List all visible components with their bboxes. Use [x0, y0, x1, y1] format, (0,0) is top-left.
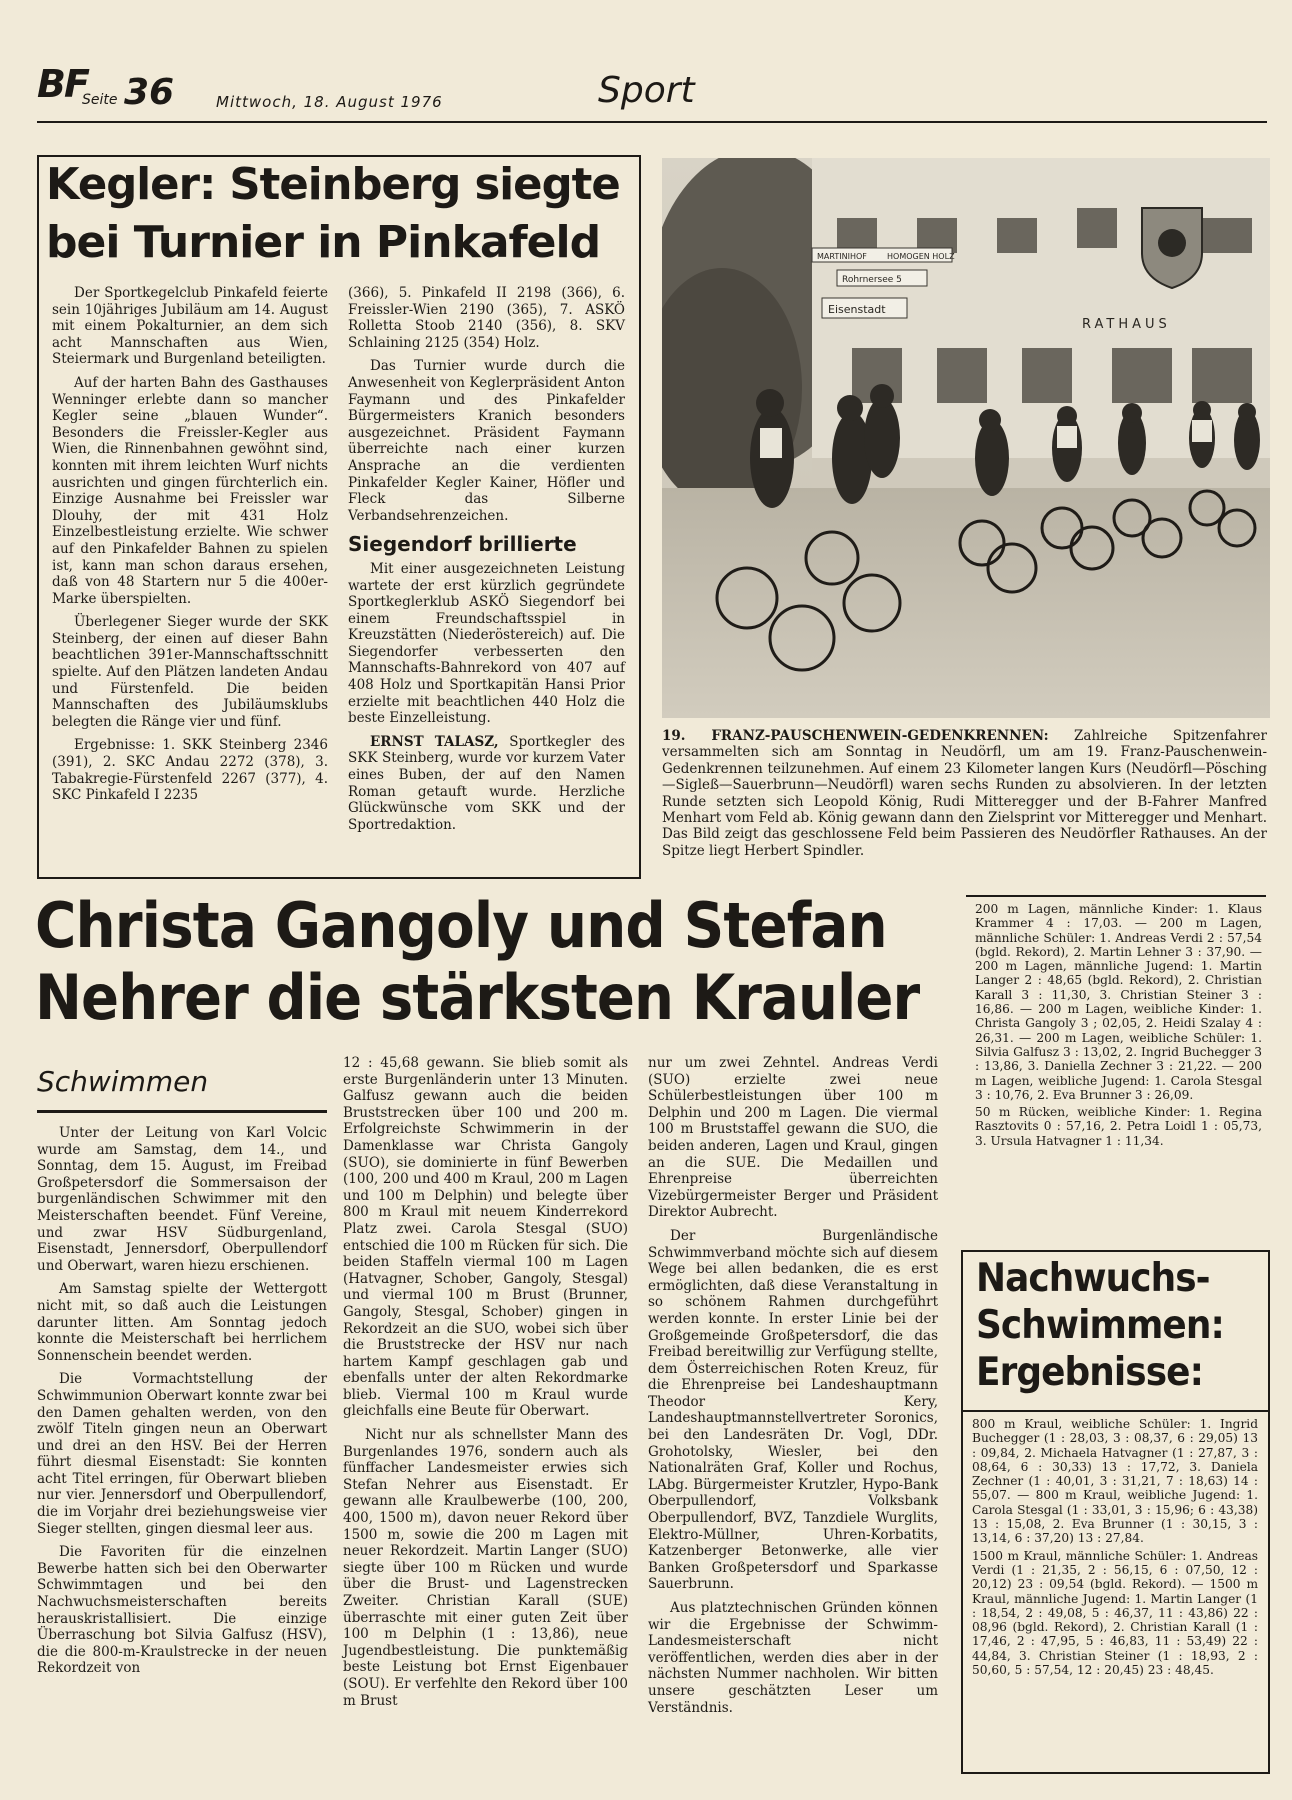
results-title-2: Schwimmen: [976, 1303, 1224, 1348]
swim-para: Die Vormachtstellung der Schwimmunion Oberwart konnte zwar bei den Damen gehalten werden, von den zwölf Titeln gingen neun an Oberwart und drei an den HSV. Bei der Herren führt diesmal Eisenstadt: Sie konnten acht Titel erringen, für Oberwart blieben nur vier. Jennersdorf und Oberpullendorf, die im Vorjahr drei beziehungsweise vier Sieger stellten, gingen diesmal leer aus. [37, 1371, 327, 1537]
kegler-name-bold: ERNST TALASZ, [370, 733, 499, 750]
swim-para: 12 : 45,68 gewann. Sie blieb somit als erste Burgenländerin unter 13 Minuten. Galfusz gewann auch die beiden Bruststrecken über 100 und 200 m. Erfolgreichste Schwimmerin in der Damenklasse war Christa Gangoly (SUO), sie dominierte in fünf Bewerben (100, 200 und 400 m Kraul, 200 m Lagen und 100 m Delphin) und belegte über 800 m Kraul mit neuem Kinderrekord Platz zwei. Carola Stesgal (SUO) entschied die 100 m Rücken für sich. Die beiden Staffeln viermal 100 m Lagen (Hatvagner, Schober, Gangoly, Stesgal) und viermal 100 m Brust (Brunner, Gangoly, Stesgal, Schober) gingen in Rekordzeit an die SUO, wobei sich über die Bruststrecke der HSV nur nach hartem Kampf geschlagen gab und ebenfalls unter der alten Rekordmarke blieb. Viermal 100 m Kraul wurde gleichfalls eine Beute für Oberwart. [343, 1055, 628, 1420]
kegler-column-2 [348, 285, 625, 840]
kegler-para [348, 734, 625, 834]
swim-para: Am Samstag spielte der Wettergott nicht mit, so daß auch die Leistungen darunter litten. Am Sonntag jedoch konnte die Meisterschaft bei herrlichem Sonnenschein beendet werden. [37, 1281, 327, 1364]
swim-headline-2: Nehrer die stärksten Krauler [35, 961, 920, 1034]
swim-para: Nicht nur als schnellster Mann des Burgenlandes 1976, sondern auch als fünffacher Landesmeister erwies sich Stefan Nehrer aus Eisenstadt. Er gewann alle Kraulbewerbe (100, 200, 400, 1500 m), davon neuer Rekord über 1500 m, sowie die 200 m Lagen mit neuer Rekordzeit. Martin Langer (SUO) siegte über 100 m Rücken und wurde über die Brust- und Lagenstrecken Zweiter. Christian Karall (SUE) überraschte mit einer guten Zeit über 100 m Delphin (1 : 13,86), neue Jugendbestleistung. Die punktemäßig beste Leistung bot Ernst Eigenbauer (SOU). Er verfehlte den Rekord über 100 m Brust [343, 1427, 628, 1709]
header-rule [37, 121, 1267, 123]
results-box-body [972, 1417, 1258, 1680]
kegler-para: Ergebnisse: 1. SKK Steinberg 2346 (391), 2. SKC Andau 2272 (378), 3. Tabakregie-Fürstenfeld 2267 (377), 4. SKC Pinkafeld I 2235 [52, 737, 328, 804]
sign-text-1: MARTINIHOF [817, 252, 867, 261]
swim-para: Aus platztechnischen Gründen können wir die Ergebnisse der Schwimm-Landesmeisterschaft nicht veröffentlichen, werden dies aber in der nächsten Nummer nachholen. Wir bitten unsere geschätzten Leser um Verständnis. [648, 1600, 938, 1716]
issue-date: Mittwoch, 18. August 1976 [216, 93, 443, 111]
newspaper-logo: BF [37, 62, 88, 106]
swim-column-1 [37, 1125, 327, 1684]
swim-headline-1: Christa Gangoly und Stefan [35, 889, 887, 962]
kicker-rule [37, 1110, 327, 1113]
kegler-para: Der Sportkegelclub Pinkafeld feierte sein 10jähriges Jubiläum am 14. August mit einem Pokalturnier, an dem sich acht Mannschaften aus Wien, Steiermark und Burgenland beteiligten. [52, 285, 328, 368]
kegler-para-rest: Sportkegler des SKK Steinberg, wurde vor kurzem Vater eines Buben, der auf den Namen Roman getauft wurde. Herzliche Glückwünsche vom SKK und der Sportredaktion. [348, 733, 625, 833]
results-top [975, 902, 1262, 1151]
kegler-headline-1: Kegler: Steinberg siegte [46, 159, 620, 210]
results-para: 50 m Rücken, weibliche Kinder: 1. Regina Rasztovits 0 : 57,16, 2. Petra Loidl 1 : 05,73, 3. Ursula Hatvagner 1 : 11,34. [975, 1105, 1262, 1148]
kegler-headline-2: bei Turnier in Pinkafeld [46, 217, 601, 268]
caption-body: Zahlreiche Spitzenfahrer versammelten sich am Sonntag in Neudörfl, um am 19. Franz-Pauschenwein-Gedenkrennen teilzunehmen. Auf einem 23 Kilometer langen Kurs (Neudörfl—Pösching—Sigleß—Sauerbrunn—Neudörfl) waren sechs Runden zu absolvieren. In der letzten Runde setzten sich Leopold König, Rudi Mitteregger und der B-Fahrer Manfred Menhart vom Feld ab. König gewann dann den Zielsprint vor Mitteregger und Menhart. Das Bild zeigt das geschlossene Feld beim Passieren des Neudörfler Rathauses. An der Spitze liegt Herbert Spindler. [662, 728, 1267, 859]
page-number: 36 [124, 72, 175, 113]
sign-text-3: Rohrnersee 5 [842, 275, 902, 285]
swim-para: Die Favoriten für die einzelnen Bewerbe hatten sich bei den Oberwarter Schwimmtagen und bei den Nachwuchsmeisterschaften bereits herauskristallisiert. Die einzige Überraschung bot Silvia Galfusz (HSV), die die 800-m-Kraulstrecke in der neuen Rekordzeit von [37, 1544, 327, 1677]
swim-para: nur um zwei Zehntel. Andreas Verdi (SUO) erzielte zwei neue Schülerbestleistungen über 100 m Delphin und 200 m Lagen. Die viermal 100 m Bruststaffel gewann die SUO, die beiden anderen, Lagen und Kraul, gingen an die SUE. Die Medaillen und Ehrenpreise überreichten Vizebürgermeister Berger und Präsident Direktor Aubrecht. [648, 1055, 938, 1221]
sign-text-4: Eisenstadt [828, 303, 886, 316]
swim-para: Der Burgenländische Schwimmverband möchte sich auf diesem Wege bei allen bedanken, die es erst ermöglichten, daß diese Veranstaltung in so schönem Rahmen durchgeführt werden konnte. In erster Linie bei der Großgemeinde Großpetersdorf, die das Freibad bereitwillig zur Verfügung stellte, dem Österreichischen Roten Kreuz, für die Ehrenpreise bei Landeshauptmann Theodor Kery, Landeshauptmannstellvertreter Soronics, bei den Landesräten Dr. Vogl, DDr. Grohotolsky, Wiesler, bei den Nationalräten Graf, Koller und Rochus, LAbg. Bürgermeister Krutzler, Hypo-Bank Oberpullendorf, Volksbank Oberpullendorf, BVZ, Tanzdiele Wurglits, Elektro-Müllner, Uhren-Korbatits, Katzenberger Betonwerke, alle vier Banken Großpetersdorf und Sparkasse Sauerbrunn. [648, 1227, 938, 1593]
photo-illustration [662, 158, 1270, 718]
results-para: 200 m Lagen, männliche Kinder: 1. Klaus Krammer 4 : 17,03. — 200 m Lagen, männliche Schüler: 1. Andreas Verdi 2 : 57,54 (bgld. Rekord), 2. Martin Lehner 3 : 37,90. — 200 m Lagen, männliche Jugend: 1. Martin Langer 2 : 48,65 (bgld. Rekord), 2. Christian Karall 3 : 11,30, 3. Christian Steiner 3 : 16,86. — 200 m Lagen, weibliche Kinder: 1. Christa Gangoly 3 ; 02,05, 2. Heidi Szalay 4 : 26,31. — 200 m Lagen, weibliche Schüler: 1. Silvia Galfusz 3 : 13,02, 2. Ingrid Buchegger 3 : 13,86, 3. Daniella Zechner 3 : 21,22. — 200 m Lagen, weibliche Jugend: 1. Carola Stesgal 3 : 10,76, 2. Eva Brunner 3 : 26,09. [975, 902, 1262, 1102]
kegler-column-1 [52, 285, 328, 811]
swim-column-3 [648, 1055, 938, 1723]
kegler-subhead: Siegendorf brillierte [348, 532, 577, 557]
results-para: 1500 m Kraul, männliche Schüler: 1. Andreas Verdi (1 : 21,35, 2 : 56,15, 6 : 07,50, 12 : 20,12) 23 : 09,54 (bgld. Rekord). — 1500 m Kraul, männliche Jugend: 1. Martin Langer (1 : 18,54, 2 : 49,08, 5 : 46,37, 11 : 43,86) 22 : 08,96 (bgld. Rekord), 2. Christian Karall (1 : 17,46, 2 : 47,95, 5 : 46,83, 11 : 53,49) 22 : 44,84, 3. Christian Steiner (1 : 18,93, 2 : 50,60, 5 : 57,54, 12 : 20,45) 23 : 48,45. [972, 1548, 1258, 1678]
section-title: Sport [598, 70, 695, 111]
kegler-para: (366), 5. Pinkafeld II 2198 (366), 6. Freissler-Wien 2190 (365), 7. ASKÖ Rolletta Stoob 2140 (356), 8. SKV Schlaining 2125 (354) Holz. [348, 285, 625, 351]
results-box-rule [961, 1410, 1270, 1412]
kegler-para: Mit einer ausgezeichneten Leistung wartete der erst kürzlich gegründete Sportkeglerklub ASKÖ Siegendorf bei einem Freundschaftsspiel in Kreuzstätten (Niederöstereich) auf. Die Siegendorfer verbesserten den Mannschafts-Bahnrekord von 407 auf 408 Holz und Sportkapitän Hansi Prior erzielte mit beachtlichen 440 Holz die beste Einzelleistung. [348, 560, 625, 727]
cycling-race-photo [662, 158, 1270, 718]
kegler-para: Auf der harten Bahn des Gasthauses Wenninger erlebte dann so mancher Kegler seine „blauen Wunder“. Besonders die Freissler-Kegler aus Wien, die Rinnenbahnen gewöhnt sind, konnten mit ihrem leichten Wurf nichts ausrichten und gingen fürchterlich ein. Einzige Ausnahme bei Freissler war Dlouhy, der mit 431 Holz Einzelbestleistung erzielte. Wie schwer auf den Pinkafelder Bahnen zu spielen ist, kann man schon daraus ersehen, daß von 48 Startern nur 5 die 400er-Marke überspielten. [52, 374, 328, 607]
kegler-para: Überlegener Sieger wurde der SKK Steinberg, der einen auf dieser Bahn beachtlichen 391er-Mannschaftsschnitt spielte. Auf den Plätzen landeten Andau und Fürstenfeld. Die beiden Mannschaften des Jubiläumsklubs belegten die Ränge vier und fünf. [52, 614, 328, 730]
photo-caption [662, 728, 1267, 859]
page-label: Seite [82, 92, 118, 108]
results-para: 800 m Kraul, weibliche Schüler: 1. Ingrid Buchegger (1 : 28,03, 3 : 08,37, 6 : 29,05) 13 : 09,84, 2. Michaela Hatvagner (1 : 27,87, 3 : 08,64, 6 : 30,33) 13 : 17,72, 3. Daniela Zechner (1 : 40,01, 3 : 31,21, 7 : 18,63) 14 : 55,07. — 800 m Kraul, weibliche Jugend: 1. Carola Stesgal (1 : 33,01, 3 : 15,96; 6 : 43,38) 13 : 15,08, 2. Eva Brunner (1 : 30,15, 3 : 13,14, 6 : 37,20) 13 : 27,84. [972, 1417, 1258, 1546]
swim-para: Unter der Leitung von Karl Volcic wurde am Samstag, dem 14., und Sonntag, dem 15. August, im Freibad Großpetersdorf die Sommersaison der burgenländischen Schwimmer mit den Meisterschaften beendet. Fünf Vereine, und zwar HSV Südburgenland, Eisenstadt, Jennersdorf, Oberpullendorf und Oberwart, waren hiezu erschienen. [37, 1125, 327, 1274]
kegler-para: Das Turnier wurde durch die Anwesenheit von Keglerpräsident Anton Faymann und des Pinkafelder Bürgermeisters Kranich besonders ausgezeichnet. Präsident Faymann überreichte nach einer kurzen Ansprache an die verdienten Pinkafelder Kegler Kainer, Höfler und Fleck das Silberne Verbandsehrenzeichen. [348, 358, 625, 524]
sign-text-2: HOMOGEN HOLZ [887, 252, 955, 261]
results-title-3: Ergebnisse: [976, 1350, 1204, 1395]
results-top-rule [966, 895, 1266, 897]
swim-column-2 [343, 1055, 628, 1716]
building-lettering: RATHAUS [1082, 317, 1171, 332]
results-title-1: Nachwuchs- [976, 1256, 1210, 1301]
caption-title: 19. FRANZ-PAUSCHENWEIN-GEDENKRENNEN: [662, 728, 1049, 744]
swim-kicker: Schwimmen [37, 1065, 209, 1098]
